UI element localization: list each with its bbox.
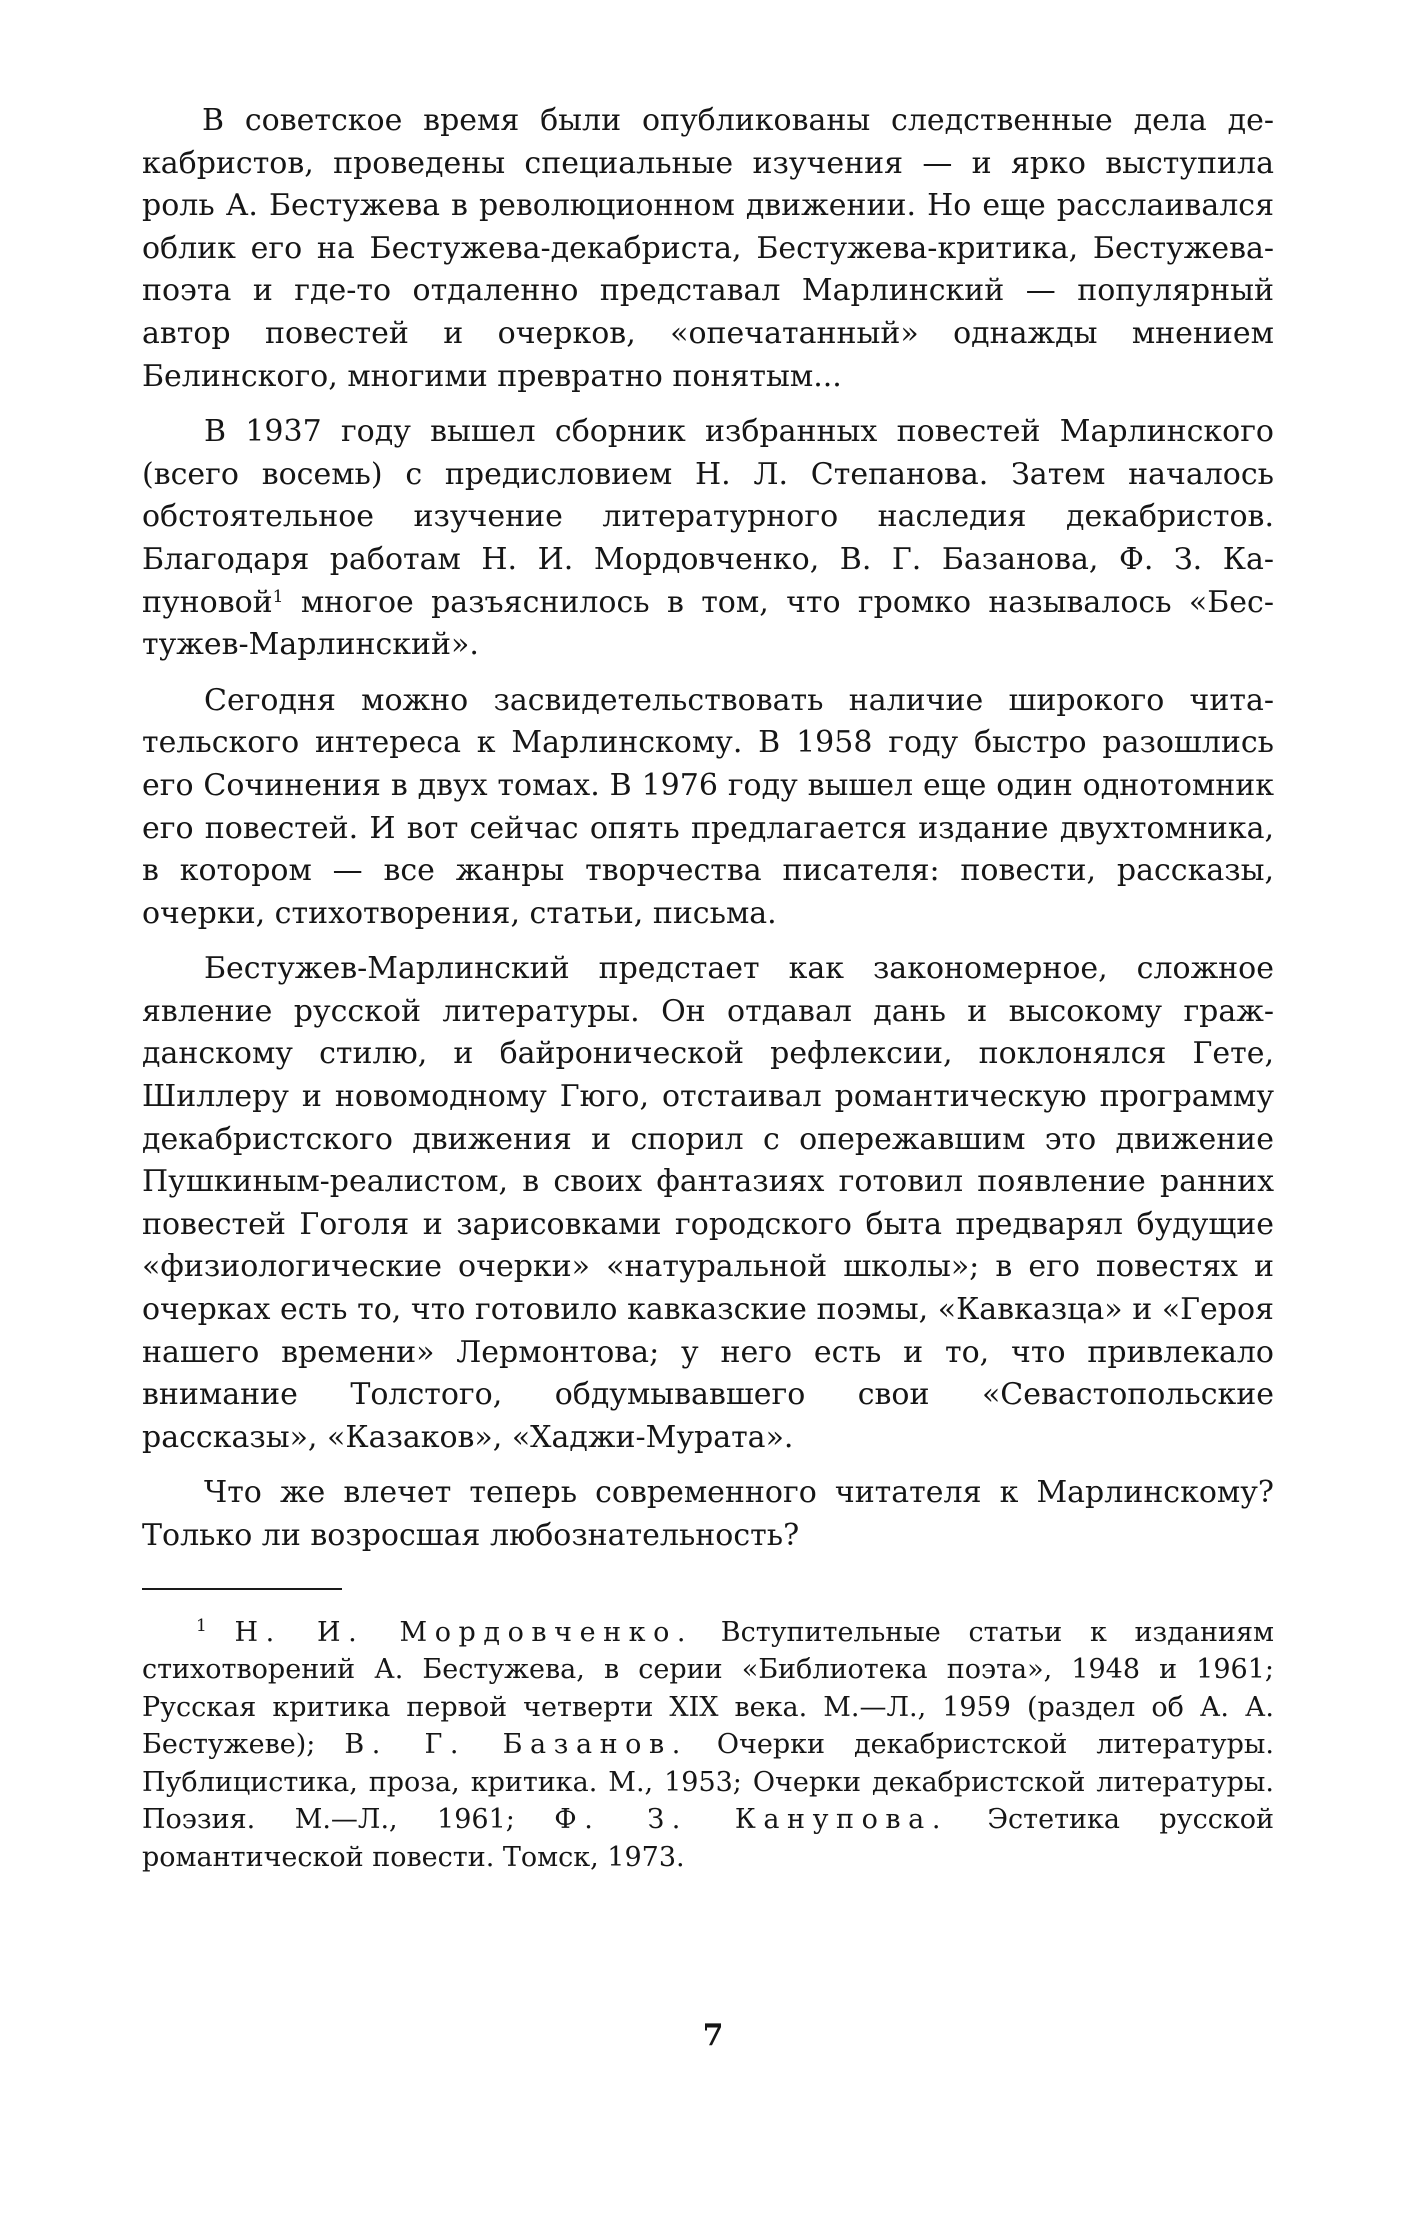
paragraph-literary-phenomenon: Бестужев-Марлинский предстает как закономерное, сложное явление русской литературы. Он отдавал дань и высокому гражданскому стилю, и байронической рефлексии, поклонялся Гете, Шиллеру и новомодному Гюго, отстаивал романтическую программу декабристского движения и спорил с опережавшим это движение Пушкиным-реалистом, в своих фантазиях готовил появление ранних повестей Гоголя и зарисовками городского быта предварял будущие «физиологические очерки» «натуральной школы»; в его повестях и очерках есть то, что готовило кавказские поэмы, «Кавказца» и «Героя нашего времени» Лермонтова; у него есть и то, что привлекало внимание Толстого, обдумывавшего свои «Севастопольские рассказы», «Казаков», «Хаджи-Мурата». bbox=[142, 951, 1274, 1455]
paragraph-1937-text: В 1937 году вышел сборник избранных повестей Марлинского (всего восемь) с предисловием Н. Л. Степанова. Затем началось обстоятельное изучение литературного наследия декабристов. Благодаря работам Н. И. Мордовченко, В. Г. Базанова, Ф. З. Капуновой bbox=[142, 414, 1274, 620]
paragraph-reader-interest: Сегодня можно засвидетельствовать наличие широкого читательского интереса к Марлинскому. В 1958 году быстро разошлись его Сочинения в двух томах. В 1976 году вышел еще один однотомник его повестей. И вот сейчас опять предлагается издание двухтомника, в котором — все жанры творчества писателя: повести, рассказы, очерки, стихотворения, статьи, письма. bbox=[142, 682, 1274, 931]
footnote-author-mordovchenko: Н. И. Мордовченко. bbox=[234, 1616, 694, 1648]
footnote-author-bazanov: В. Г. Базанов. bbox=[344, 1729, 688, 1761]
footnote-mark: 1 bbox=[196, 1615, 207, 1636]
footnote-divider bbox=[142, 1588, 342, 1590]
footnote-author-kanupova: Ф. З. Канупова. bbox=[554, 1804, 948, 1836]
footnote-text-part3: Эстетика русской романтической повести. Томск, 1973. bbox=[142, 1804, 1274, 1873]
page-body bbox=[142, 100, 1274, 1876]
footnote bbox=[142, 1614, 1274, 1877]
footnote-text-part2: Очерки декабристской литературы. Публицистика, проза, критика. М., 1953; Очерки декабристской литературы. Поэзия. М.—Л., 1961; bbox=[142, 1729, 1275, 1836]
paragraph-1937-collection bbox=[142, 411, 1274, 667]
page-number: 7 bbox=[702, 2018, 724, 2053]
paragraph-1937-text-continued: многое разъяснилось в том, что громко называлось «Бестужев-Марлинский». bbox=[142, 584, 1274, 663]
footnote-text-part1: Вступительные статьи к изданиям стихотворений А. Бестужева, в серии «Библиотека поэта», 1948 и 1961; Русская критика первой четверти XIX века. М.—Л., 1959 (раздел об А. А. Бестужеве); bbox=[142, 1616, 1274, 1761]
paragraph-question: Что же влечет теперь современного читателя к Марлинскому? Только ли возросшая любознательность? bbox=[142, 1475, 1274, 1553]
paragraph-soviet-era: В советское время были опубликованы следственные дела декабристов, проведены специальные изучения — и ярко выступила роль А. Бестужева в революционном движении. Но еще расслаивался облик его на Бестужева-декабриста, Бестужева-критика, Бестужева-поэта и где-то отдаленно представал Марлинский — популярный автор повестей и очерков, «опечатанный» однажды мнением Белинского, многими превратно понятым... bbox=[142, 103, 1274, 394]
footnote-reference: 1 bbox=[272, 586, 284, 607]
